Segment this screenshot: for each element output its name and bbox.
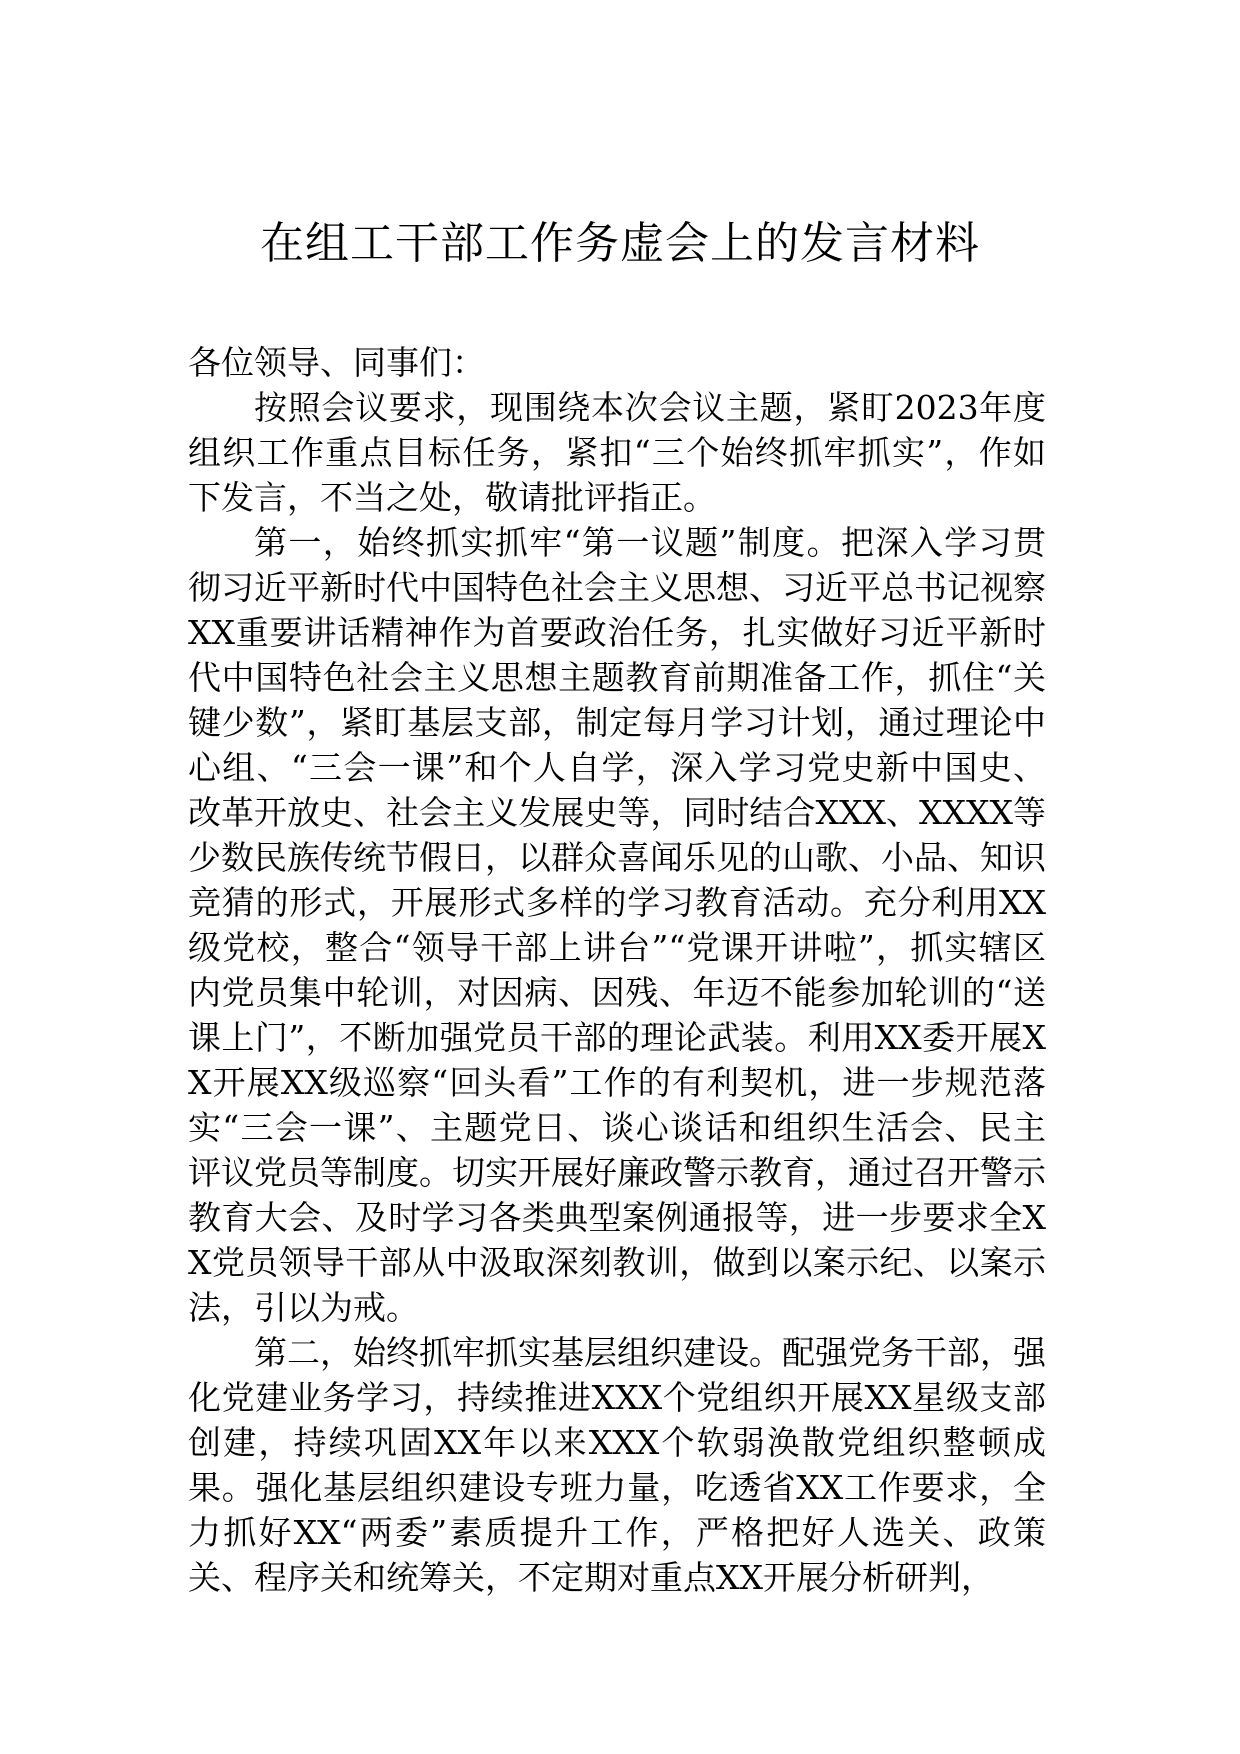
- document-body: [188, 340, 1046, 1600]
- paragraph-first-point: 第一，始终抓实抓牢“第一议题”制度。把深入学习贯彻习近平新时代中国特色社会主义思想、习近平总书记视察XX重要讲话精神作为首要政治任务，扎实做好习近平新时代中国特色社会主义思想主题教育前期准备工作，抓住“关键少数”，紧盯基层支部，制定每月学习计划，通过理论中心组、“三会一课”和个人自学，深入学习党史新中国史、改革开放史、社会主义发展史等，同时结合XXX、XXXX等少数民族传统节假日，以群众喜闻乐见的山歌、小品、知识竞猜的形式，开展形式多样的学习教育活动。充分利用XX级党校，整合“领导干部上讲台”“党课开讲啦”，抓实辖区内党员集中轮训，对因病、因残、年迈不能参加轮训的“送课上门”，不断加强党员干部的理论武装。利用XX委开展XX开展XX级巡察“回头看”工作的有利契机，进一步规范落实“三会一课”、主题党日、谈心谈话和组织生活会、民主评议党员等制度。切实开展好廉政警示教育，通过召开警示教育大会、及时学习各类典型案例通报等，进一步要求全XX党员领导干部从中汲取深刻教训，做到以案示纪、以案示法，引以为戒。: [188, 523, 1046, 1327]
- paragraph-intro: 按照会议要求，现围绕本次会议主题，紧盯2023年度组织工作重点目标任务，紧扣“三个始终抓牢抓实”，作如下发言，不当之处，敬请批评指正。: [188, 388, 1046, 517]
- salutation: 各位领导、同事们：: [188, 343, 485, 382]
- document-title: 在组工干部工作务虚会上的发言材料: [260, 218, 980, 269]
- paragraph-second-point: 第二，始终抓牢抓实基层组织建设。配强党务干部，强化党建业务学习，持续推进XXX个党组织开展XX星级支部创建，持续巩固XX年以来XXX个软弱涣散党组织整顿成果。强化基层组织建设专班力量，吃透省XX工作要求，全力抓好XX“两委”素质提升工作，严格把好人选关、政策关、程序关和统筹关，不定期对重点XX开展分析研判，: [188, 1333, 1046, 1597]
